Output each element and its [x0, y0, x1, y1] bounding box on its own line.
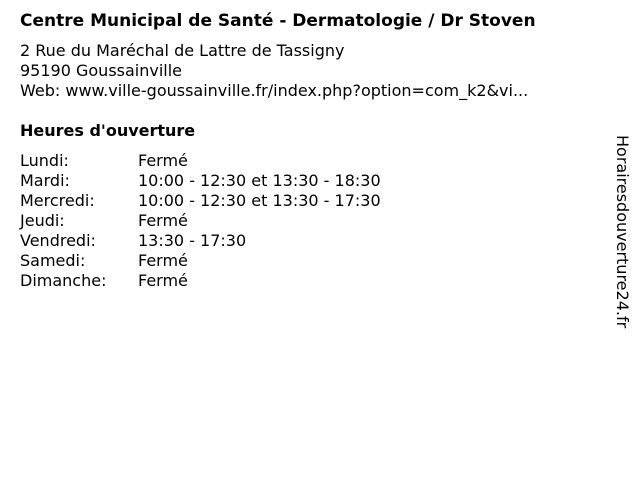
- hours-day: Jeudi:: [20, 211, 65, 230]
- hours-time: 10:00 - 12:30 et 13:30 - 18:30: [138, 171, 381, 190]
- hours-row-mardi: [20, 171, 594, 191]
- business-card: [20, 11, 594, 291]
- opening-hours-heading: Heures d'ouverture: [20, 121, 196, 140]
- hours-row-lundi: [20, 151, 594, 171]
- hours-day: Samedi:: [20, 251, 86, 270]
- hours-row-dimanche: [20, 271, 594, 291]
- hours-day: Vendredi:: [20, 231, 96, 250]
- hours-day: Mardi:: [20, 171, 70, 190]
- hours-day: Lundi:: [20, 151, 69, 170]
- hours-row-samedi: [20, 251, 594, 271]
- hours-day: Mercredi:: [20, 191, 95, 210]
- hours-row-mercredi: [20, 191, 594, 211]
- address-city: 95190 Goussainville: [20, 61, 183, 80]
- business-name: Centre Municipal de Santé - Dermatologie / Dr Stoven: [20, 11, 536, 31]
- address-street: 2 Rue du Maréchal de Lattre de Tassigny: [20, 41, 345, 60]
- hours-time: 10:00 - 12:30 et 13:30 - 17:30: [138, 191, 381, 210]
- hours-day: Dimanche:: [20, 271, 107, 290]
- hours-time: Fermé: [138, 251, 188, 270]
- hours-time: Fermé: [138, 151, 188, 170]
- hours-row-vendredi: [20, 231, 594, 251]
- hours-time: Fermé: [138, 211, 188, 230]
- hours-time: Fermé: [138, 271, 188, 290]
- site-watermark: Horairesdouverture24.fr: [613, 135, 632, 329]
- opening-hours-table: [20, 151, 594, 291]
- website-link[interactable]: Web: www.ville-goussainville.fr/index.php?option=com_k2&vi...: [20, 81, 529, 100]
- hours-row-jeudi: [20, 211, 594, 231]
- hours-time: 13:30 - 17:30: [138, 231, 247, 250]
- business-address: [20, 41, 594, 101]
